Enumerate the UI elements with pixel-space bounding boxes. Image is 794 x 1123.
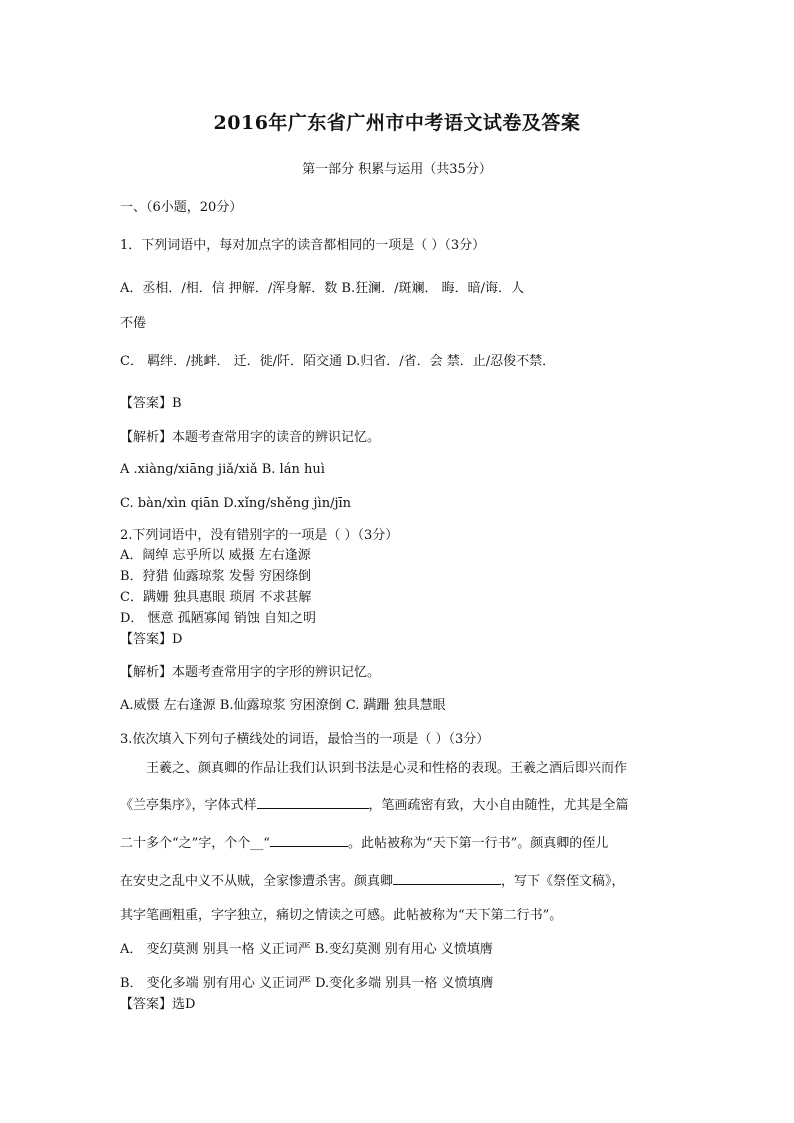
- q3-passage-line5: 其字笔画粗重，字字独立，痛切之情读之可感。此帖被称为“天下第二行书”。: [120, 908, 563, 923]
- q3-passage-line2: [120, 796, 629, 814]
- q3-passage-line3: [120, 834, 608, 852]
- q3-options-line1: A． 变幻莫测 别具一格 义正词严 B.变幻莫测 别有用心 义愤填膺: [120, 942, 493, 957]
- fill-blank: [270, 834, 348, 847]
- q3-passage-text: ，笔画疏密有致，大小自由随性，尤其是全篇: [368, 798, 629, 813]
- q3-options-line2: B． 变化多端 别有用心 义正词严 D.变化多端 别具一格 义愤填膺: [120, 976, 494, 991]
- q2-question: 2.下列词语中，没有错别字的一项是（ ）（3分）: [120, 528, 399, 543]
- q1-answer: 【答案】B: [120, 396, 182, 411]
- q1-analysis: 【解析】本题考查常用字的读音的辨识记忆。: [120, 430, 381, 445]
- q3-passage-text: 。此帖被称为“天下第一行书”。颜真卿的侄儿: [347, 836, 609, 851]
- q2-option-d: D． 惬意 孤陋寡闻 销蚀 自知之明: [120, 611, 316, 626]
- q1-options-line3: C． 羁绊．/挑衅． 迁．徙/阡．陌交通 D.归省．/省．会 禁．止/忍俊不禁．: [120, 354, 556, 369]
- q1-options-line1: A．丞相．/相．信 押解．/浑身解．数 B.狂澜．/斑斓． 晦．暗/诲．人: [120, 281, 524, 296]
- document-title: 2016年广东省广州市中考语文试卷及答案: [213, 112, 581, 134]
- q3-question: 3.依次填入下列句子横线处的词语，最恰当的一项是（ ）（3分）: [120, 732, 490, 747]
- q2-answer: 【答案】D: [120, 632, 183, 647]
- q2-option-a: A．阔绰 忘乎所以 威摄 左右逢源: [120, 548, 311, 563]
- part-heading: 第一部分 积累与运用（共35分）: [302, 162, 492, 177]
- section-heading: 一、（6小题，20分）: [120, 200, 243, 215]
- q1-options-line2: 不倦: [120, 316, 147, 331]
- q2-analysis: 【解析】本题考查常用字的字形的辨识记忆。: [120, 665, 381, 680]
- q2-option-c: C．蹒姗 独具惠眼 琐屑 不求甚解: [120, 590, 312, 605]
- fill-blank: [393, 872, 501, 885]
- q3-passage-text: 《兰亭集序》，字体式样: [120, 798, 257, 813]
- q3-passage-text: ，写下《祭侄文稿》，: [501, 874, 625, 889]
- q1-analysis-line1: A .xiàng/xiāng jiǎ/xiǎ B. lán huì: [120, 462, 325, 477]
- q3-passage-text: 二十多个“之”字，个个__“: [120, 836, 270, 851]
- q2-option-b: B．狩猎 仙露琼浆 发髻 穷困绦倒: [120, 569, 311, 584]
- q1-question: 1．下列词语中，每对加点字的读音都相同的一项是（ ）（3分）: [120, 238, 486, 253]
- q3-passage-line1: 王羲之、颜真卿的作品让我们认识到书法是心灵和性格的表现。王羲之酒后即兴而作: [146, 761, 628, 776]
- fill-blank: [257, 796, 369, 809]
- q3-passage-text: 在安史之乱中义不从贼，全家惨遭杀害。颜真卿: [120, 874, 394, 889]
- q3-answer: 【答案】选D: [120, 997, 196, 1012]
- q2-analysis-line: A.威慑 左右逢源 B.仙露琼浆 穷困潦倒 C. 蹒跚 独具慧眼: [120, 698, 446, 713]
- q3-passage-line4: [120, 872, 625, 890]
- q1-analysis-line2: C. bàn/xìn qiān D.xǐng/shěng jìn/jīn: [120, 496, 352, 511]
